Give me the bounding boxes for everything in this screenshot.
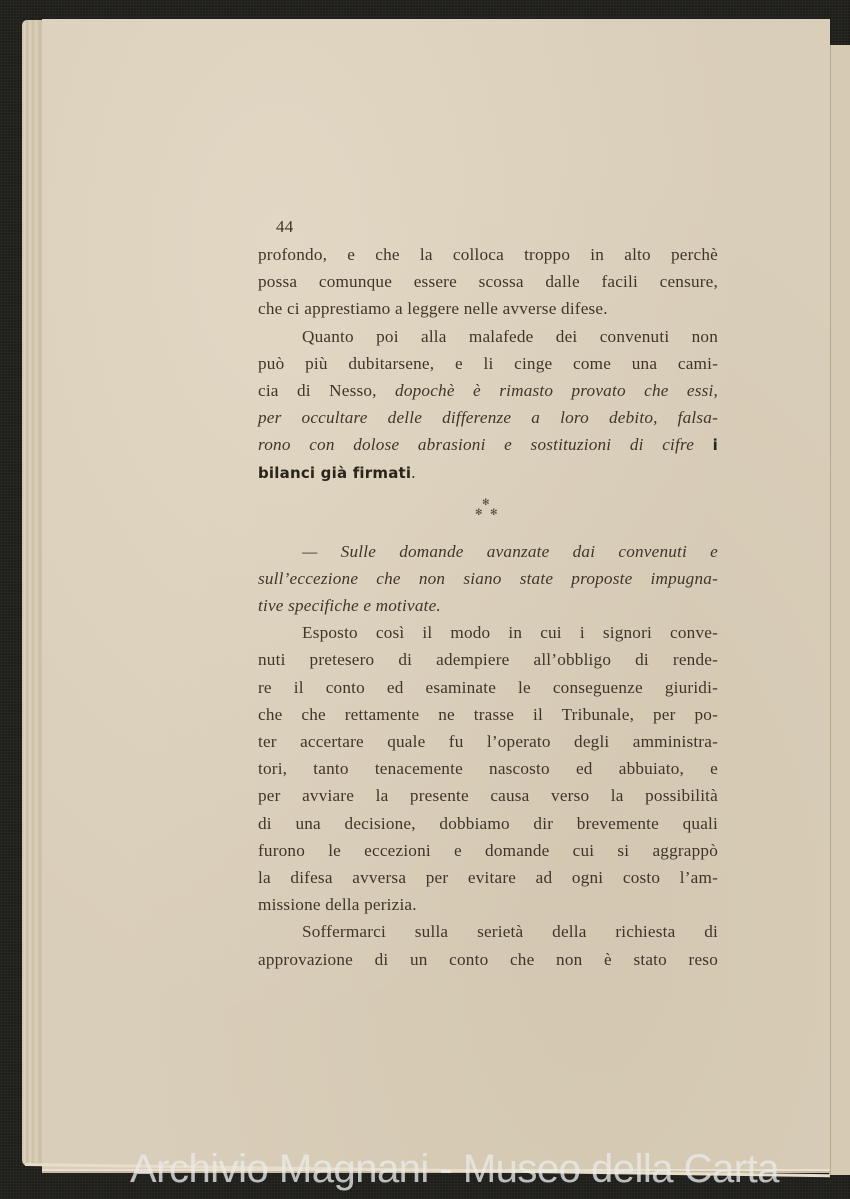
roman-text: cia di Nesso, [258,380,377,400]
page-text [258,213,718,973]
asterisk-icon: ✻ [490,506,498,517]
asterisk-icon: ✻ [482,496,490,507]
paragraph-1 [258,241,718,323]
paragraph-2 [258,323,718,486]
text-line: Esposto così il modo in cui i signori conve- [302,623,718,643]
asterism-divider [258,486,718,538]
text-line [258,431,718,458]
text-line: — Sulle domande avanzate dai convenuti e [302,541,718,561]
text-line: tori, tanto tenacemente nascosto ed abbuiato, e [258,759,718,779]
text-line: per occultare delle differenze a loro debito, falsa- [258,408,718,428]
text-line: missione della perizia. [258,895,417,915]
text-line: nuti pretesero di adempiere all’obbligo di rende- [258,650,718,670]
text-line [258,459,718,486]
text-line: Soffermarci sulla serietà della richiesta di [302,922,718,942]
section-heading [258,538,718,620]
text-line: furono le eccezioni e domande cui si aggrappò [258,840,718,860]
text-line: re il conto ed esaminate le conseguenze giuridi- [258,677,718,697]
text-line [258,377,718,404]
text-line: per avviare la presente causa verso la possibilità [258,786,718,806]
next-page-edge [829,45,850,1175]
paragraph-4 [258,918,718,972]
period: . [411,462,416,482]
italic-text: dopochè è rimasto provato che essi, [395,380,719,400]
watermark: Archivio Magnani - Museo della Carta [130,1147,779,1191]
bold-text: i [712,436,718,455]
italic-text: rono con dolose abrasioni e sostituzioni di cifre [258,435,695,455]
text-line: profondo, e che la colloca troppo in alto perchè [258,245,718,264]
text-line: approvazione di un conto che non è stato reso [258,949,718,969]
asterisk-icon: ✻ [475,506,483,517]
text-line: sull’eccezione che non siano state proposte impugna- [258,568,718,588]
text-line: che ci apprestiamo a leggere nelle avverse difese. [258,299,608,319]
text-line: può più dubitarsene, e li cinge come una cami- [258,353,718,373]
text-line: tive specifiche e motivate. [258,596,441,616]
paragraph-3 [258,619,718,918]
bold-text: bilanci già firmati [258,463,412,482]
text-line: Quanto poi alla malafede dei convenuti non [302,326,718,346]
text-line: la difesa avversa per evitare ad ogni costo l’am- [258,867,718,887]
text-line: possa comunque essere scossa dalle facili censure, [258,272,718,292]
page-number: 44 [276,217,294,236]
text-line: che che rettamente ne trasse il Tribunale, per po- [258,704,718,724]
text-line: di una decisione, dobbiamo dir brevemente quali [258,813,718,833]
text-line: ter accertare quale fu l’operato degli amministra- [258,732,718,751]
